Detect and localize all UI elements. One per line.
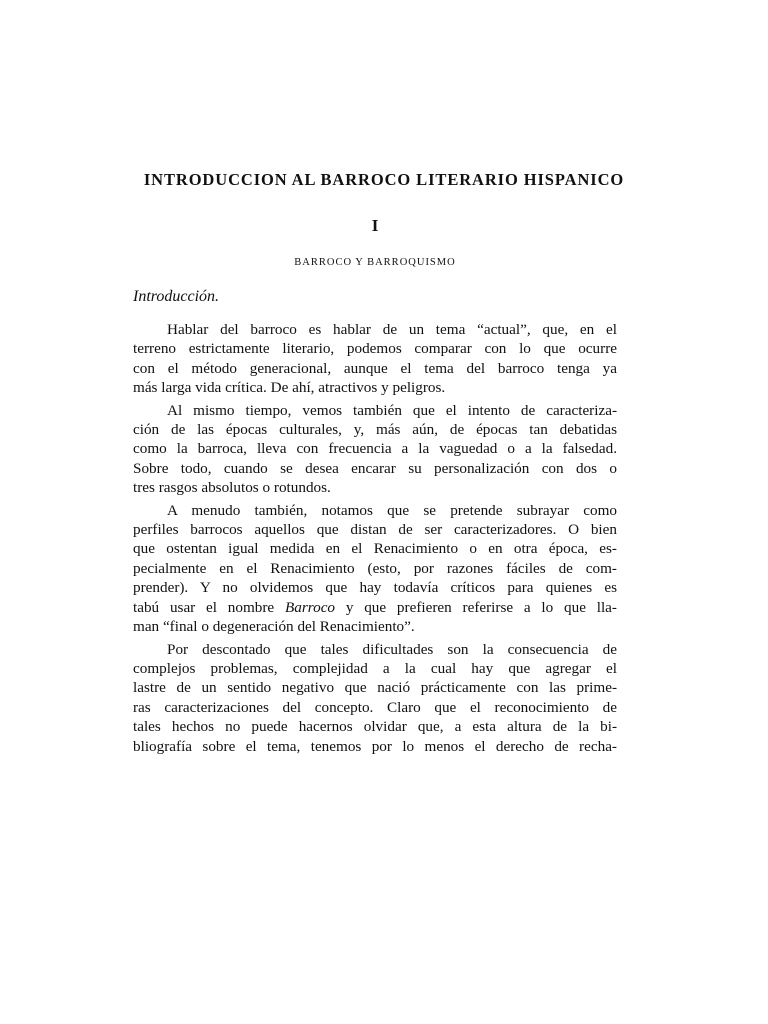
text-line: con el método generacional, aunque el tema del barroco tenga ya xyxy=(133,359,617,377)
text-line: Por descontado que tales dificultades son la consecuencia de xyxy=(167,640,617,658)
paragraph-3 xyxy=(133,501,617,637)
text-line: tres rasgos absolutos o rotundos. xyxy=(133,479,331,497)
text-fragment: tabú usar el nombre xyxy=(133,598,285,616)
chapter-number: I xyxy=(371,216,379,235)
text-line: tales hechos no puede hacernos olvidar que, a esta altura de la bi- xyxy=(133,718,617,736)
paragraph-4 xyxy=(133,640,617,756)
text-line-mixed xyxy=(133,598,617,617)
text-line: man “final o degeneración del Renacimiento”. xyxy=(133,618,415,636)
text-line: que ostentan igual medida en el Renacimiento o en otra época, es- xyxy=(133,540,617,558)
text-line: perfiles barrocos aquellos que distan de ser caracterizadores. O bien xyxy=(133,521,617,539)
paragraph-2 xyxy=(133,401,617,498)
text-line: más larga vida crítica. De ahí, atractivos y peligros. xyxy=(133,379,446,397)
text-line: A menudo también, notamos que se pretende subrayar como xyxy=(167,501,617,519)
text-line: Al mismo tiempo, vemos también que el intento de caracteriza- xyxy=(167,401,617,419)
emphasis-text: Barroco xyxy=(284,598,336,616)
text-line: ción de las épocas culturales, y, más aún, de épocas tan debatidas xyxy=(133,421,617,439)
body-text xyxy=(133,320,617,759)
text-line: prender). Y no olvidemos que hay todavía críticos para quienes es xyxy=(133,579,617,597)
text-line: pecialmente en el Renacimiento (esto, por razones fáciles de com- xyxy=(133,559,617,577)
chapter-title: BARROCO Y BARROQUISMO xyxy=(294,257,456,268)
page-title: INTRODUCCION AL BARROCO LITERARIO HISPANICO xyxy=(143,170,625,189)
text-line: lastre de un sentido negativo que nació prácticamente con las prime- xyxy=(133,679,617,697)
text-line: Sobre todo, cuando se desea encarar su personalización con dos o xyxy=(133,459,617,477)
text-fragment: y que prefieren referirse a lo que lla- xyxy=(335,598,617,616)
section-heading: Introducción. xyxy=(133,288,220,305)
text-line: terreno estrictamente literario, podemos comparar con lo que ocurre xyxy=(133,340,617,358)
text-line: ras caracterizaciones del concepto. Claro que el reconocimiento de xyxy=(133,698,617,716)
text-line: complejos problemas, complejidad a la cual hay que agregar el xyxy=(133,659,617,677)
paragraph-1 xyxy=(133,320,617,398)
text-line: Hablar del barroco es hablar de un tema “actual”, que, en el xyxy=(167,321,617,338)
text-line: bliografía sobre el tema, tenemos por lo menos el derecho de recha- xyxy=(133,737,617,755)
text-line: como la barroca, lleva con frecuencia a la vaguedad o a la falsedad. xyxy=(133,440,617,458)
